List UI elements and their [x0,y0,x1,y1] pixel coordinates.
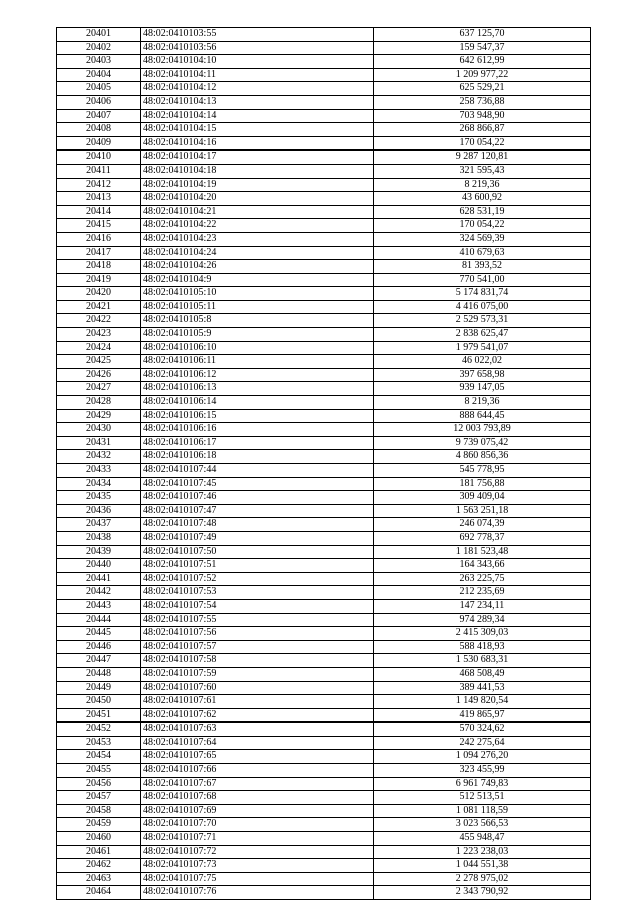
row-number-cell: 20434 [57,477,141,491]
table-row [57,178,591,192]
row-number-cell: 20452 [57,722,141,736]
row-number-cell: 20459 [57,818,141,832]
cadastral-number-cell: 48:02:0410107:64 [141,736,374,750]
table-row [57,192,591,206]
row-number-cell: 20401 [57,28,141,42]
row-number-cell: 20451 [57,708,141,722]
row-number-cell: 20429 [57,409,141,423]
cadastral-value-cell: 642 612,99 [374,55,591,69]
cadastral-value-cell: 637 125,70 [374,28,591,42]
table-row [57,531,591,545]
table-row [57,95,591,109]
cadastral-number-cell: 48:02:0410104:22 [141,219,374,233]
row-number-cell: 20408 [57,123,141,137]
table-row [57,464,591,478]
row-number-cell: 20457 [57,791,141,805]
cadastral-value-cell: 309 409,04 [374,491,591,505]
row-number-cell: 20461 [57,845,141,859]
row-number-cell: 20464 [57,886,141,900]
cadastral-value-cell: 1 979 541,07 [374,341,591,355]
table-row [57,396,591,410]
cadastral-value-cell: 1 181 523,48 [374,545,591,559]
cadastral-number-cell: 48:02:0410107:65 [141,750,374,764]
cadastral-number-cell: 48:02:0410106:15 [141,409,374,423]
row-number-cell: 20430 [57,423,141,437]
row-number-cell: 20424 [57,341,141,355]
table-row [57,260,591,274]
row-number-cell: 20463 [57,872,141,886]
row-number-cell: 20425 [57,355,141,369]
cadastral-value-cell: 4 416 075,00 [374,300,591,314]
cadastral-number-cell: 48:02:0410107:72 [141,845,374,859]
cadastral-value-cell: 258 736,88 [374,95,591,109]
cadastral-number-cell: 48:02:0410107:76 [141,886,374,900]
table-row [57,613,591,627]
row-number-cell: 20404 [57,68,141,82]
cadastral-number-cell: 48:02:0410106:14 [141,396,374,410]
cadastral-value-cell: 512 513,51 [374,791,591,805]
cadastral-value-cell: 242 275,64 [374,736,591,750]
cadastral-value-cell: 46 022,02 [374,355,591,369]
cadastral-number-cell: 48:02:0410104:12 [141,82,374,96]
cadastral-number-cell: 48:02:0410104:20 [141,192,374,206]
cadastral-number-cell: 48:02:0410107:45 [141,477,374,491]
cadastral-number-cell: 48:02:0410107:51 [141,559,374,573]
table-row [57,273,591,287]
row-number-cell: 20441 [57,572,141,586]
cadastral-number-cell: 48:02:0410105:11 [141,300,374,314]
cadastral-number-cell: 48:02:0410106:10 [141,341,374,355]
row-number-cell: 20442 [57,586,141,600]
cadastral-number-cell: 48:02:0410104:13 [141,95,374,109]
cadastral-value-cell: 159 547,37 [374,41,591,55]
cadastral-number-cell: 48:02:0410107:66 [141,764,374,778]
cadastral-value-cell: 545 778,95 [374,464,591,478]
cadastral-value-cell: 6 961 749,83 [374,777,591,791]
cadastral-number-cell: 48:02:0410107:46 [141,491,374,505]
table-row [57,599,591,613]
row-number-cell: 20443 [57,599,141,613]
table-row [57,355,591,369]
table-row [57,695,591,709]
cadastral-number-cell: 48:02:0410106:18 [141,450,374,464]
row-number-cell: 20444 [57,613,141,627]
cadastral-value-cell: 170 054,22 [374,136,591,150]
cadastral-value-cell: 170 054,22 [374,219,591,233]
cadastral-number-cell: 48:02:0410107:69 [141,804,374,818]
row-number-cell: 20410 [57,150,141,164]
row-number-cell: 20454 [57,750,141,764]
table-row [57,136,591,150]
cadastral-number-cell: 48:02:0410107:57 [141,640,374,654]
row-number-cell: 20414 [57,205,141,219]
cadastral-number-cell: 48:02:0410104:19 [141,178,374,192]
cadastral-value-cell: 147 234,11 [374,599,591,613]
table-row [57,423,591,437]
table-row [57,409,591,423]
cadastral-value-cell: 323 455,99 [374,764,591,778]
cadastral-value-cell: 419 865,97 [374,708,591,722]
cadastral-value-cell: 888 644,45 [374,409,591,423]
row-number-cell: 20456 [57,777,141,791]
row-number-cell: 20427 [57,382,141,396]
cadastral-value-cell: 1 094 276,20 [374,750,591,764]
cadastral-value-cell: 8 219,36 [374,396,591,410]
cadastral-value-cell: 164 343,66 [374,559,591,573]
cadastral-value-cell: 1 530 683,31 [374,654,591,668]
table-row [57,708,591,722]
table-row [57,123,591,137]
cadastral-number-cell: 48:02:0410104:26 [141,260,374,274]
table-row [57,55,591,69]
cadastral-number-cell: 48:02:0410107:53 [141,586,374,600]
cadastral-number-cell: 48:02:0410104:9 [141,273,374,287]
table-row [57,150,591,164]
cadastral-number-cell: 48:02:0410107:58 [141,654,374,668]
cadastral-value-cell: 455 948,47 [374,832,591,846]
table-row [57,804,591,818]
table-row [57,545,591,559]
table-row [57,518,591,532]
cadastral-number-cell: 48:02:0410106:17 [141,436,374,450]
cadastral-value-cell: 1 081 118,59 [374,804,591,818]
table-row [57,886,591,900]
cadastral-number-cell: 48:02:0410105:8 [141,314,374,328]
row-number-cell: 20411 [57,164,141,178]
table-row [57,764,591,778]
cadastral-number-cell: 48:02:0410104:15 [141,123,374,137]
table-row [57,654,591,668]
row-number-cell: 20423 [57,328,141,342]
cadastral-number-cell: 48:02:0410104:18 [141,164,374,178]
row-number-cell: 20402 [57,41,141,55]
cadastral-number-cell: 48:02:0410107:52 [141,572,374,586]
cadastral-number-cell: 48:02:0410107:50 [141,545,374,559]
cadastral-value-cell: 468 508,49 [374,667,591,681]
cadastral-value-cell: 588 418,93 [374,640,591,654]
cadastral-value-cell: 1 563 251,18 [374,504,591,518]
table-row [57,41,591,55]
table-row [57,491,591,505]
table-row [57,164,591,178]
row-number-cell: 20420 [57,287,141,301]
cadastral-value-cell: 2 838 625,47 [374,328,591,342]
cadastral-value-cell: 2 415 309,03 [374,627,591,641]
row-number-cell: 20416 [57,232,141,246]
table-row [57,736,591,750]
cadastral-value-cell: 770 541,00 [374,273,591,287]
cadastral-number-cell: 48:02:0410104:16 [141,136,374,150]
table-row [57,845,591,859]
cadastral-value-cell: 2 278 975,02 [374,872,591,886]
table-row [57,681,591,695]
row-number-cell: 20409 [57,136,141,150]
table-row [57,722,591,736]
cadastral-number-cell: 48:02:0410104:10 [141,55,374,69]
cadastral-number-cell: 48:02:0410104:11 [141,68,374,82]
cadastral-number-cell: 48:02:0410107:59 [141,667,374,681]
cadastral-number-cell: 48:02:0410107:71 [141,832,374,846]
row-number-cell: 20433 [57,464,141,478]
row-number-cell: 20419 [57,273,141,287]
cadastral-number-cell: 48:02:0410103:56 [141,41,374,55]
cadastral-value-cell: 212 235,69 [374,586,591,600]
cadastral-number-cell: 48:02:0410107:73 [141,859,374,873]
row-number-cell: 20432 [57,450,141,464]
table-row [57,477,591,491]
cadastral-value-cell: 389 441,53 [374,681,591,695]
row-number-cell: 20458 [57,804,141,818]
cadastral-number-cell: 48:02:0410107:63 [141,722,374,736]
row-number-cell: 20426 [57,368,141,382]
cadastral-number-cell: 48:02:0410107:44 [141,464,374,478]
cadastral-number-cell: 48:02:0410104:23 [141,232,374,246]
table-body [57,28,591,900]
table-row [57,314,591,328]
cadastral-value-cell: 2 343 790,92 [374,886,591,900]
row-number-cell: 20413 [57,192,141,206]
row-number-cell: 20448 [57,667,141,681]
cadastral-value-cell: 181 756,88 [374,477,591,491]
table-row [57,640,591,654]
cadastral-number-cell: 48:02:0410107:68 [141,791,374,805]
cadastral-value-cell: 3 023 566,53 [374,818,591,832]
row-number-cell: 20421 [57,300,141,314]
cadastral-number-cell: 48:02:0410106:16 [141,423,374,437]
table-row [57,82,591,96]
cadastral-value-cell: 321 595,43 [374,164,591,178]
table-row [57,341,591,355]
cadastral-value-cell: 2 529 573,31 [374,314,591,328]
row-number-cell: 20403 [57,55,141,69]
cadastral-number-cell: 48:02:0410107:47 [141,504,374,518]
cadastral-number-cell: 48:02:0410105:10 [141,287,374,301]
cadastral-number-cell: 48:02:0410107:48 [141,518,374,532]
table-row [57,382,591,396]
table-row [57,504,591,518]
cadastral-number-cell: 48:02:0410107:49 [141,531,374,545]
table-row [57,750,591,764]
row-number-cell: 20438 [57,531,141,545]
row-number-cell: 20412 [57,178,141,192]
row-number-cell: 20450 [57,695,141,709]
row-number-cell: 20428 [57,396,141,410]
cadastral-value-cell: 324 569,39 [374,232,591,246]
row-number-cell: 20445 [57,627,141,641]
table-row [57,232,591,246]
table-row [57,872,591,886]
table-row [57,287,591,301]
table-row [57,300,591,314]
table-row [57,219,591,233]
cadastral-number-cell: 48:02:0410106:11 [141,355,374,369]
table-row [57,559,591,573]
table-row [57,28,591,42]
row-number-cell: 20449 [57,681,141,695]
table-row [57,859,591,873]
table-row [57,777,591,791]
cadastral-number-cell: 48:02:0410106:12 [141,368,374,382]
row-number-cell: 20453 [57,736,141,750]
cadastral-value-cell: 8 219,36 [374,178,591,192]
row-number-cell: 20406 [57,95,141,109]
row-number-cell: 20422 [57,314,141,328]
cadastral-value-cell: 246 074,39 [374,518,591,532]
cadastral-value-cell: 939 147,05 [374,382,591,396]
cadastral-number-cell: 48:02:0410107:61 [141,695,374,709]
cadastral-number-cell: 48:02:0410107:62 [141,708,374,722]
row-number-cell: 20431 [57,436,141,450]
row-number-cell: 20455 [57,764,141,778]
cadastral-value-cell: 268 866,87 [374,123,591,137]
table-row [57,667,591,681]
cadastral-value-cell: 81 393,52 [374,260,591,274]
cadastral-value-cell: 9 287 120,81 [374,150,591,164]
row-number-cell: 20437 [57,518,141,532]
cadastral-number-cell: 48:02:0410104:21 [141,205,374,219]
table-row [57,246,591,260]
cadastral-number-cell: 48:02:0410107:60 [141,681,374,695]
cadastral-number-cell: 48:02:0410105:9 [141,328,374,342]
cadastral-value-cell: 397 658,98 [374,368,591,382]
cadastral-value-cell: 570 324,62 [374,722,591,736]
table-row [57,832,591,846]
cadastral-value-cell: 12 003 793,89 [374,423,591,437]
table-row [57,68,591,82]
cadastral-number-cell: 48:02:0410107:56 [141,627,374,641]
cadastral-number-cell: 48:02:0410103:55 [141,28,374,42]
row-number-cell: 20440 [57,559,141,573]
row-number-cell: 20418 [57,260,141,274]
row-number-cell: 20415 [57,219,141,233]
table-row [57,109,591,123]
row-number-cell: 20446 [57,640,141,654]
cadastral-number-cell: 48:02:0410104:24 [141,246,374,260]
table-row [57,205,591,219]
cadastral-value-cell: 410 679,63 [374,246,591,260]
row-number-cell: 20447 [57,654,141,668]
row-number-cell: 20405 [57,82,141,96]
cadastral-number-cell: 48:02:0410104:17 [141,150,374,164]
cadastral-value-cell: 628 531,19 [374,205,591,219]
cadastral-number-cell: 48:02:0410104:14 [141,109,374,123]
row-number-cell: 20407 [57,109,141,123]
row-number-cell: 20462 [57,859,141,873]
row-number-cell: 20417 [57,246,141,260]
table-row [57,450,591,464]
cadastral-number-cell: 48:02:0410107:54 [141,599,374,613]
table-row [57,818,591,832]
cadastral-value-cell: 9 739 075,42 [374,436,591,450]
cadastral-value-cell: 1 209 977,22 [374,68,591,82]
row-number-cell: 20436 [57,504,141,518]
cadastral-number-cell: 48:02:0410107:55 [141,613,374,627]
row-number-cell: 20460 [57,832,141,846]
row-number-cell: 20435 [57,491,141,505]
table-row [57,572,591,586]
table-row [57,627,591,641]
table-row [57,328,591,342]
cadastral-value-cell: 1 044 551,38 [374,859,591,873]
cadastral-number-cell: 48:02:0410107:70 [141,818,374,832]
table-row [57,791,591,805]
cadastral-value-cell: 263 225,75 [374,572,591,586]
cadastral-value-cell: 625 529,21 [374,82,591,96]
cadastral-value-cell: 692 778,37 [374,531,591,545]
table-row [57,586,591,600]
cadastral-value-cell: 703 948,90 [374,109,591,123]
cadastral-number-cell: 48:02:0410107:67 [141,777,374,791]
table-row [57,368,591,382]
cadastral-value-cell: 974 289,34 [374,613,591,627]
cadastral-value-table [56,27,591,900]
cadastral-value-cell: 43 600,92 [374,192,591,206]
table-row [57,436,591,450]
cadastral-value-cell: 5 174 831,74 [374,287,591,301]
cadastral-number-cell: 48:02:0410106:13 [141,382,374,396]
cadastral-number-cell: 48:02:0410107:75 [141,872,374,886]
row-number-cell: 20439 [57,545,141,559]
cadastral-value-cell: 1 223 238,03 [374,845,591,859]
cadastral-value-cell: 1 149 820,54 [374,695,591,709]
cadastral-value-cell: 4 860 856,36 [374,450,591,464]
